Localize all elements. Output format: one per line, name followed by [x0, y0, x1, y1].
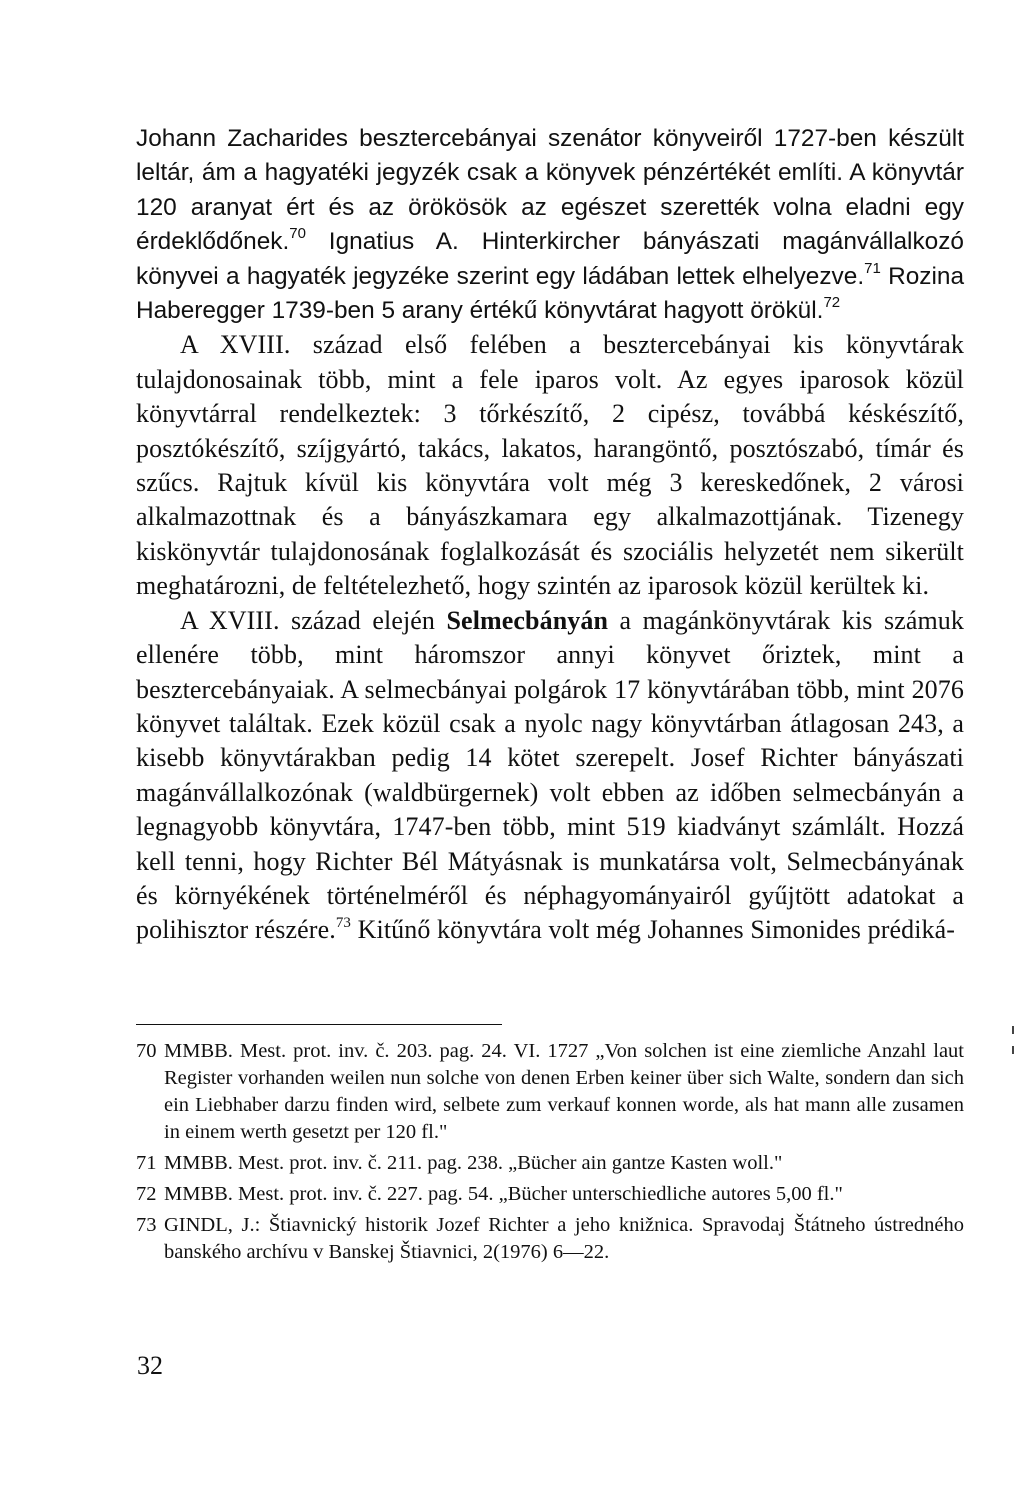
paragraph-3-bold-place: Selmecbányán — [446, 605, 609, 635]
footnote-number: 73 — [136, 1214, 157, 1236]
footnote-73 — [136, 1212, 964, 1266]
footnote-text: GINDL, J.: Štiavnický historik Jozef Richter a jeho knižnica. Spravodaj Štátneho ústredného banského archívu v Banskej Štiavnici, 2(1976) 6—22. — [164, 1214, 964, 1263]
footnote-ref-73[interactable]: 73 — [335, 915, 352, 932]
footnote-number: 70 — [136, 1040, 157, 1062]
footnote-separator — [136, 1024, 502, 1025]
paragraph-2: A XVIII. század első felében a besztercebányai kis könyvtárak tulajdonosainak több, mint a fele iparos volt. Az egyes iparosok közül könyvtárral rendelkeztek: 3 tőrkészítő, 2 cipész, továbbá késkészítő, posztókészítő, szíjgyártó, takács, lakatos, harangöntő, posztószabó, tímár és szűcs. Rajtuk kívül kis könyvtára volt még 3 kereskedőnek, 2 városi alkalmazottnak és a bányászkamara egy alkalmazottjának. Tizenegy kiskönyvtár tulajdonosának foglalkozását és szociális helyzetét nem sikerült meghatározni, de feltételezhető, hogy szintén az iparosok közül kerültek ki. — [136, 330, 964, 601]
footnote-ref-72[interactable]: 72 — [823, 294, 841, 312]
paragraph-3-tail: Kitűnő könyvtára volt még Johannes Simonides prédiká- — [351, 915, 956, 945]
footnote-70 — [136, 1038, 964, 1146]
footnotes — [136, 1038, 964, 1270]
page-number: 32 — [137, 1351, 163, 1380]
footnote-ref-71[interactable]: 71 — [864, 259, 881, 277]
page-body — [136, 122, 964, 948]
paragraph-1-text-b: Ignatius A. Hinterkircher bányászati magánvállalkozó könyvei a hagyaték jegyzéke szerint egy ládában lettek elhelyezve. — [136, 228, 964, 290]
paragraph-3-lead: A XVIII. század elején — [180, 605, 447, 635]
footnote-number: 72 — [136, 1183, 157, 1205]
footnote-71 — [136, 1150, 964, 1177]
footnote-text: MMBB. Mest. prot. inv. č. 203. pag. 24. VI. 1727 „Von solchen ist eine ziemliche Anzahl laut Register vorhanden weilen nun solche von denen Erben keiner über sich Walte, sondern dan sich ein Liebhaber darzu finden wird, selbete zum verkauf konnen worde, als hat mann alle zusamen in einem werth gesetzt per 120 fl." — [164, 1040, 964, 1143]
footnote-72 — [136, 1181, 964, 1208]
paragraph-3 — [136, 604, 964, 948]
paragraph-1-text-c: Rozina Haberegger 1739-ben 5 arany értékű könyvtárat hagyott örökül. — [136, 262, 965, 325]
footnote-ref-70[interactable]: 70 — [289, 225, 306, 243]
main-text — [136, 122, 964, 948]
paragraph-3-rest: a magánkönyvtárak kis számuk ellenére több, mint háromszor annyi könyvet őriztek, mint a besztercebányaiak. A selmecbányai polgárok 17 könyvtárában több, mint 2076 könyvet találtak. Ezek közül csak a nyolc nagy könyvtárban átlagosan 243, a kisebb könyvtárakban pedig 14 kötet szerepelt. Josef Richter bányászati magánvállalkozónak (waldbürgernek) volt ebben az időben selmecbányán a legnagyobb könyvtára, 1747-ben több, mint 519 kiadványt számlált. Hozzá kell tenni, hogy Richter Bél Mátyásnak is munkatársa volt, Selmecbányának és környékének történelméről és néphagyományairól gyűjtött adatokat a polihisztor részére. — [136, 605, 964, 945]
paragraph-1 — [136, 122, 964, 328]
footnote-text: MMBB. Mest. prot. inv. č. 211. pag. 238. „Bücher ain gantze Kasten woll." — [164, 1152, 783, 1174]
footnote-number: 71 — [136, 1152, 157, 1174]
scan-speck — [1012, 1026, 1014, 1034]
scan-speck — [1012, 1046, 1014, 1054]
footnote-text: MMBB. Mest. prot. inv. č. 227. pag. 54. „Bücher unterschiedliche autores 5,00 fl." — [164, 1183, 843, 1205]
paragraph-1-text-a: Johann Zacharides besztercebányai szenátor könyveiről 1727-ben készült leltár, ám a hagyatéki jegyzék csak a könyvek pénzértékét említi. A könyvtár 120 aranyat ért és az örökösök az egészet szerették volna eladni egy érdeklődőnek. — [136, 125, 964, 256]
